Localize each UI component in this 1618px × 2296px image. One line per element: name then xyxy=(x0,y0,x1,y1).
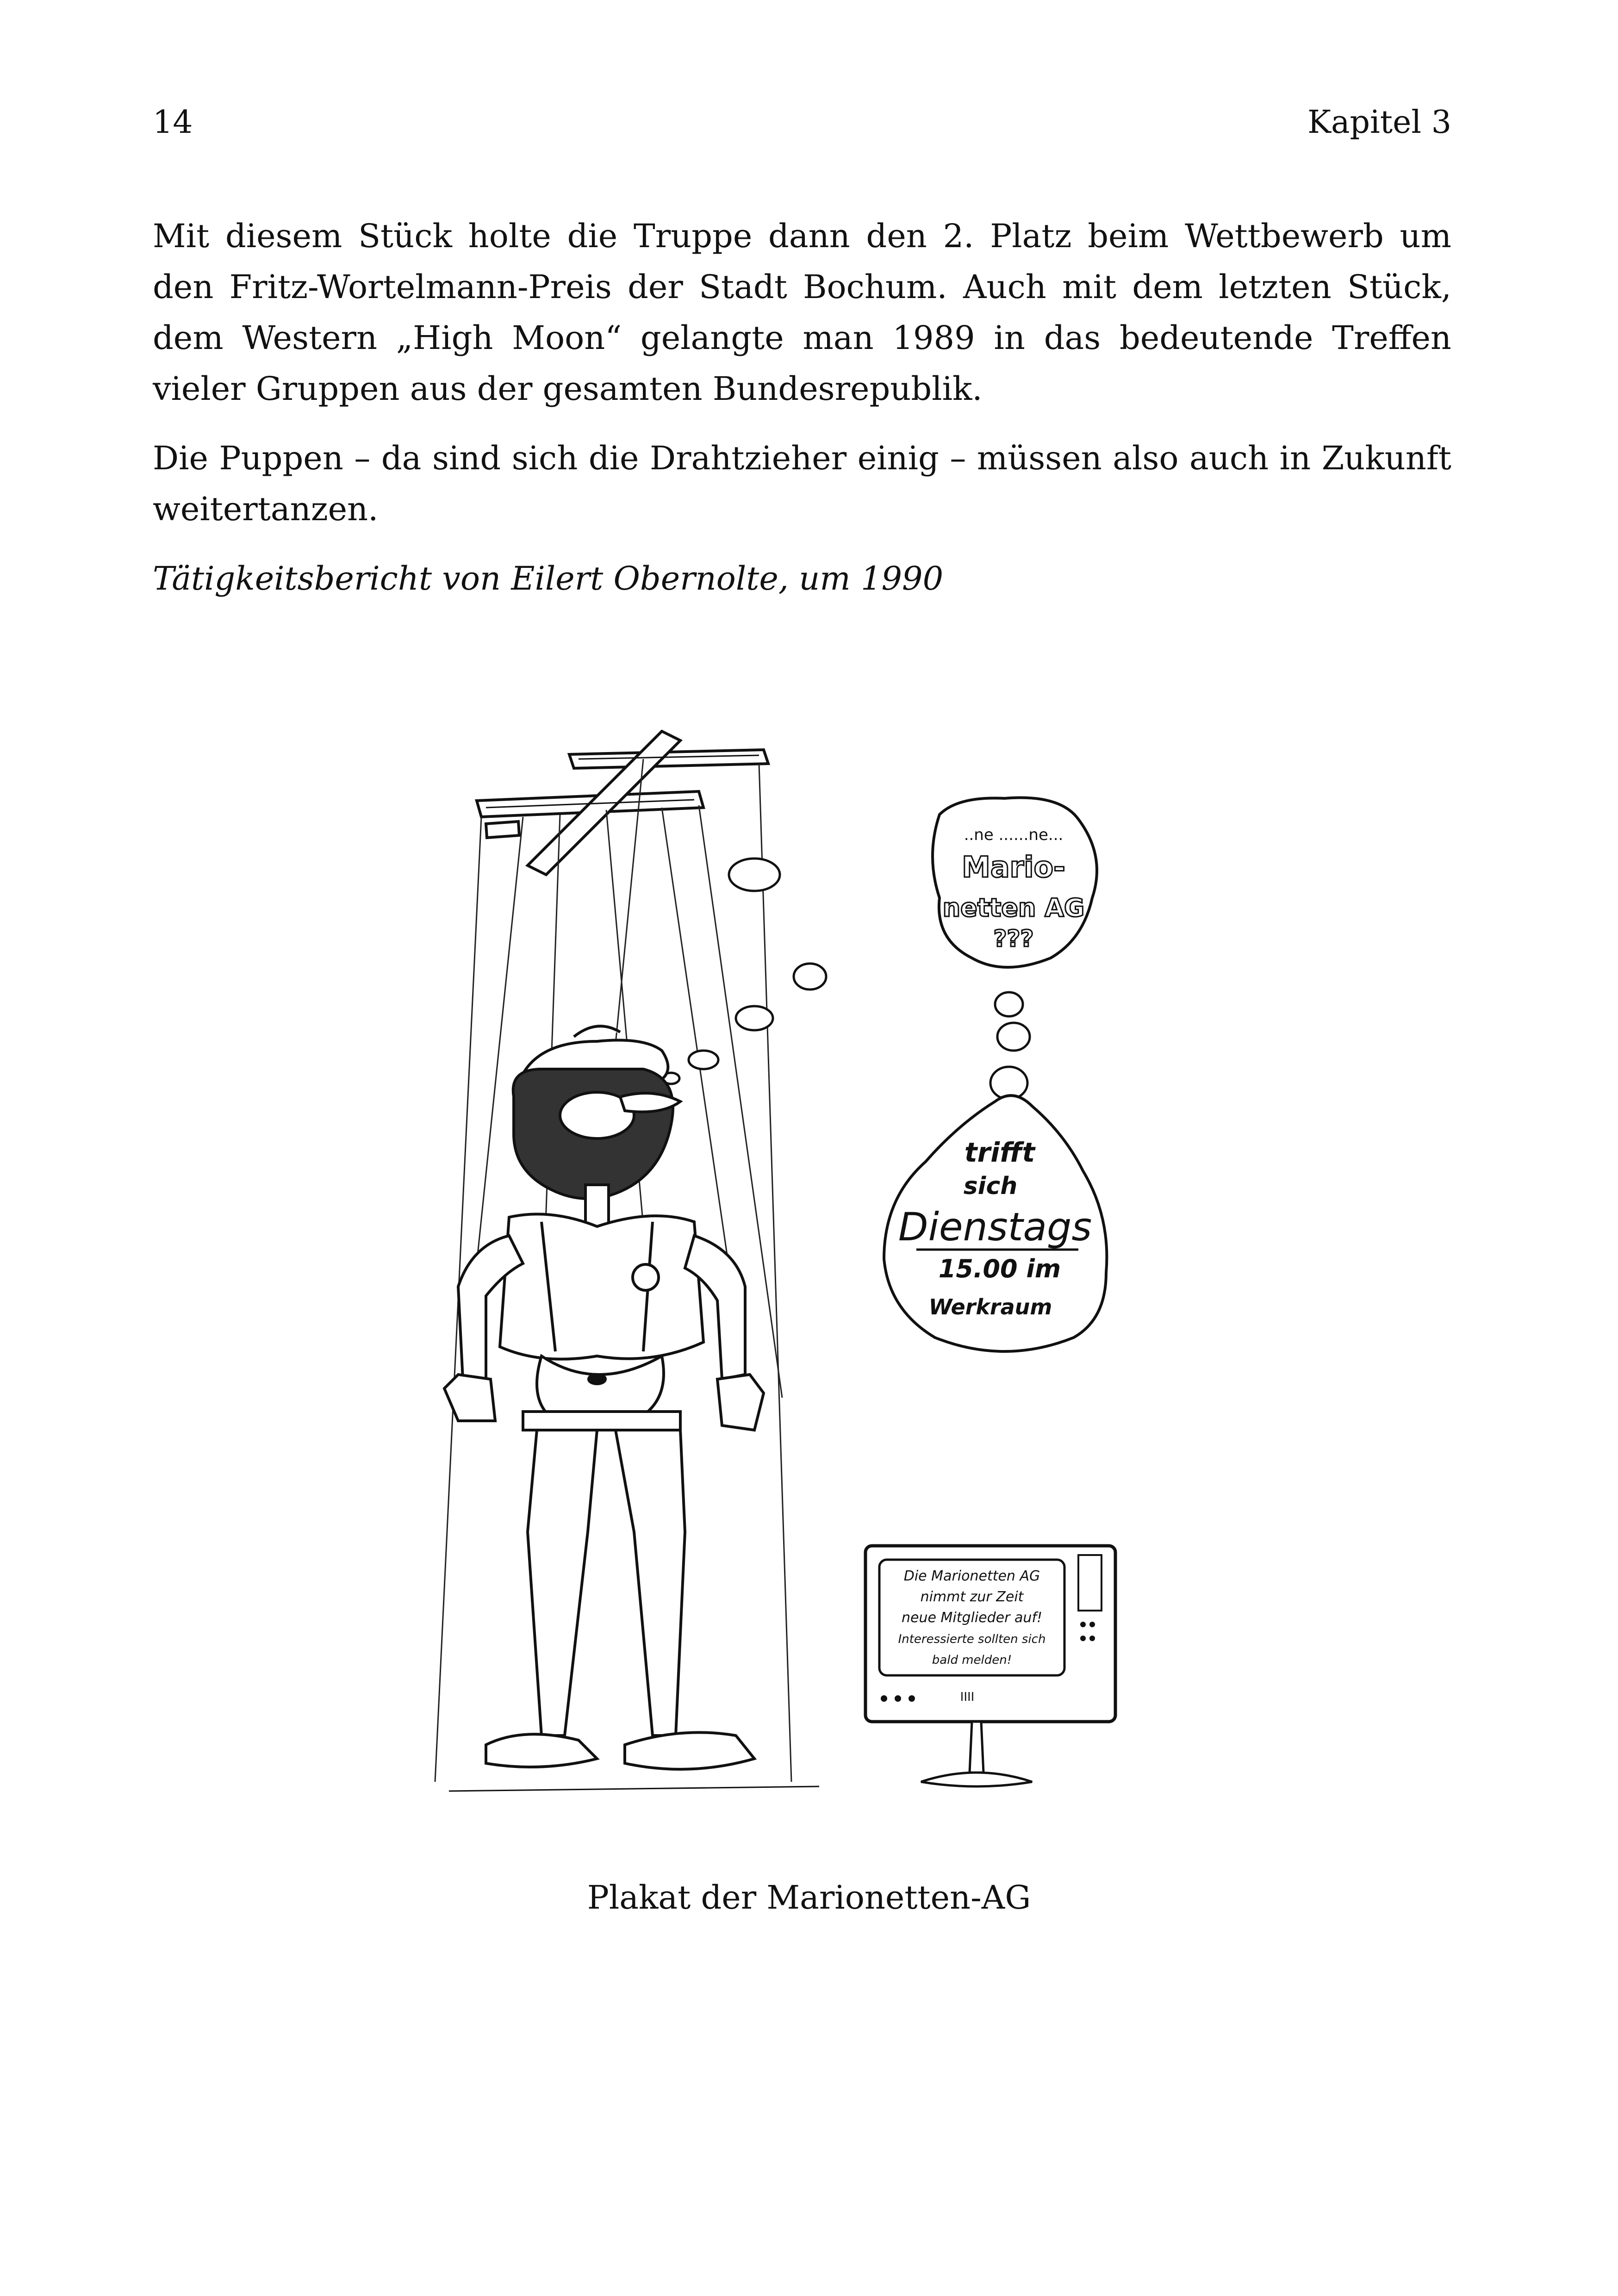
marionette-poster-drawing xyxy=(403,717,1199,1842)
bubble-main-2: sich xyxy=(963,1172,1018,1200)
screen-line-2: nimmt zur Zeit xyxy=(920,1589,1024,1605)
screen-counter: IIII xyxy=(960,1690,975,1704)
attribution: Tätigkeitsbericht von Eilert Obernolte, um 1990 xyxy=(153,560,944,597)
thought-bubble-meeting xyxy=(884,1095,1107,1351)
bubble-main-3: Dienstags xyxy=(898,1204,1092,1250)
marionette-figure xyxy=(444,1026,819,1791)
page-header xyxy=(153,100,1451,146)
bubble-main-5: Werkraum xyxy=(928,1294,1052,1319)
paragraph: Mit diesem Stück holte die Truppe dann den 2. Platz beim Wettbewerb um den Fritz-Wortelmann-Preis der Stadt Bochum. Auch mit dem letzten Stück, dem Western „High Moon“ gelangte man 1989 in das bedeutende Treffen vieler Gruppen aus der gesamten Bundesrepublik. xyxy=(153,217,1451,408)
paragraph: Die Puppen – da sind sich die Drahtzieher einig – müssen also auch in Zukunft weitertanzen. xyxy=(153,439,1451,528)
body-text xyxy=(153,211,1451,622)
bubble-main-1: trifft xyxy=(964,1137,1035,1168)
page-number: 14 xyxy=(153,104,193,141)
bubble-title-2: netten AG xyxy=(942,893,1085,922)
screen-line-3: neue Mitglieder auf! xyxy=(902,1610,1042,1626)
screen-line-4: Interessierte sollten sich xyxy=(898,1632,1046,1646)
computer-monitor xyxy=(865,1546,1115,1786)
marionette-control-bar xyxy=(477,731,768,875)
thought-bubble-question xyxy=(933,797,1097,967)
chapter-title: Kapitel 3 xyxy=(1307,104,1451,141)
screen-line-1: Die Marionetten AG xyxy=(903,1568,1040,1584)
bubble-title-1: Mario- xyxy=(962,850,1065,884)
bubble-title-3: ??? xyxy=(993,925,1034,952)
figure-caption: Plakat der Marionetten-AG xyxy=(587,1879,1031,1916)
bubble-main-4: 15.00 im xyxy=(938,1254,1061,1283)
drawing-svg xyxy=(403,717,1199,1842)
bubble-top-text: ..ne ......ne... xyxy=(964,826,1064,844)
screen-line-5: bald melden! xyxy=(932,1653,1012,1667)
